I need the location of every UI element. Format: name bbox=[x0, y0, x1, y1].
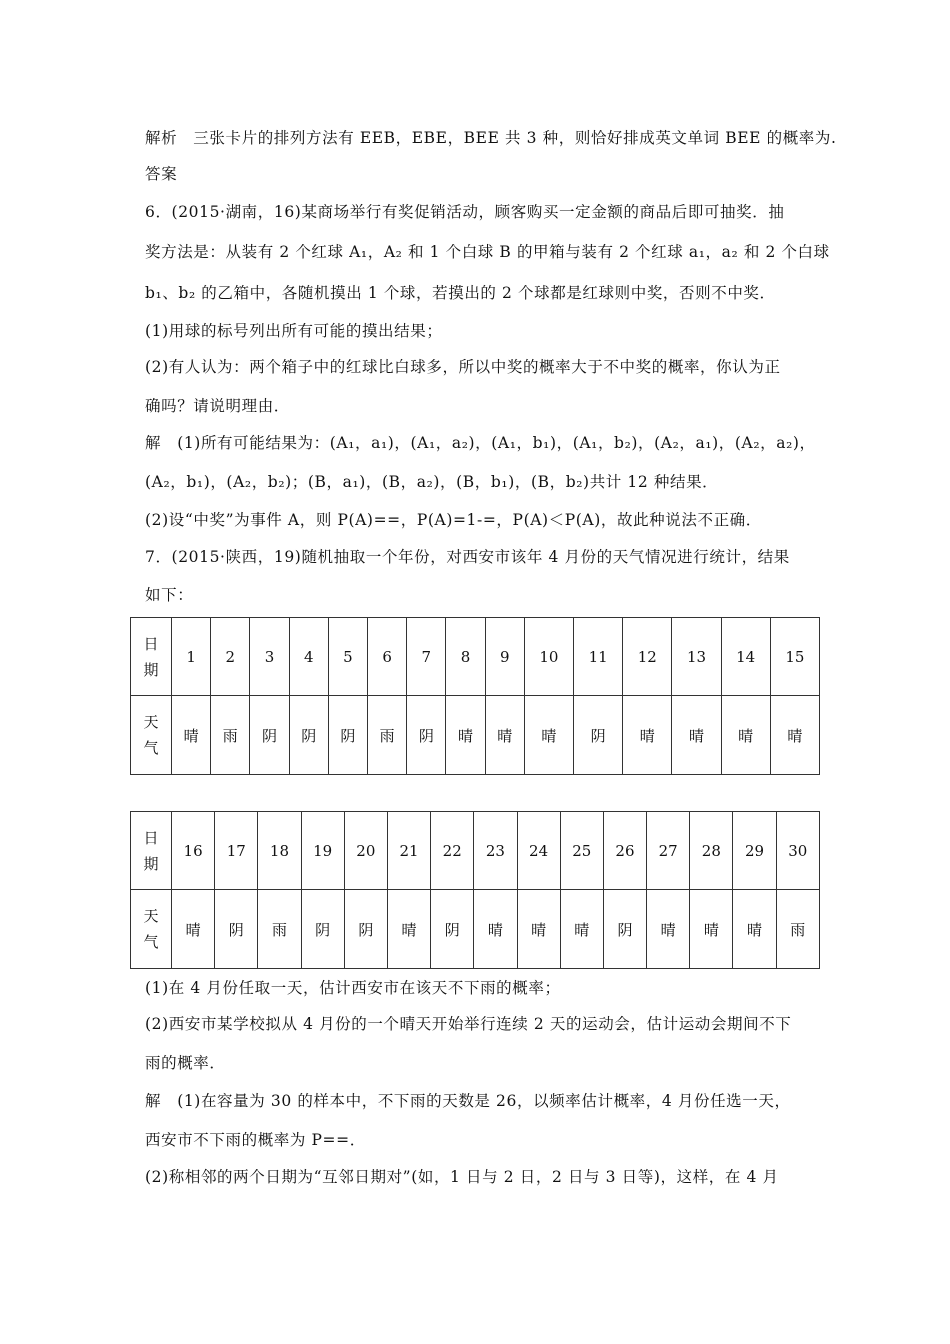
weather-cell: 阴 bbox=[301, 890, 344, 969]
date-cell: 16 bbox=[172, 812, 215, 890]
weather-row bbox=[131, 890, 820, 969]
date-cell: 25 bbox=[560, 812, 603, 890]
date-cell: 14 bbox=[721, 618, 770, 696]
weather-cell: 晴 bbox=[560, 890, 603, 969]
text-line: 雨的概率． bbox=[145, 1054, 226, 1072]
weather-cell: 阴 bbox=[574, 696, 623, 775]
date-cell: 7 bbox=[407, 618, 446, 696]
text-line: (2)称相邻的两个日期为“互邻日期对”(如，1 日与 2 日，2 日与 3 日等)，这样，在 4 月 bbox=[145, 1168, 779, 1186]
date-cell: 13 bbox=[672, 618, 721, 696]
weather-cell: 晴 bbox=[387, 890, 430, 969]
date-cell: 1 bbox=[172, 618, 211, 696]
date-cell: 30 bbox=[776, 812, 819, 890]
text-line: (1)在 4 月份任取一天，估计西安市在该天不下雨的概率； bbox=[145, 979, 561, 997]
text-line: 奖方法是：从装有 2 个红球 A₁，A₂ 和 1 个白球 B 的甲箱与装有 2 个红球 a₁，a₂ 和 2 个白球 bbox=[145, 243, 830, 261]
date-cell: 8 bbox=[446, 618, 485, 696]
text-line: 如下： bbox=[145, 586, 194, 604]
date-cell: 6 bbox=[368, 618, 407, 696]
date-cell: 10 bbox=[524, 618, 573, 696]
text-line: 解 (1)所有可能结果为：(A₁，a₁)，(A₁，a₂)，(A₁，b₁)，(A₁，b₂)，(A₂，a₁)，(A₂，a₂)， bbox=[145, 434, 816, 452]
weather-cell: 雨 bbox=[776, 890, 819, 969]
weather-cell: 晴 bbox=[172, 890, 215, 969]
text-line: 7．(2015·陕西，19)随机抽取一个年份，对西安市该年 4 月份的天气情况进行统计，结果 bbox=[145, 548, 790, 566]
date-row bbox=[131, 812, 820, 890]
weather-cell: 晴 bbox=[721, 696, 770, 775]
weather-cell: 阴 bbox=[603, 890, 646, 969]
date-cell: 2 bbox=[211, 618, 250, 696]
date-cell: 5 bbox=[328, 618, 367, 696]
weather-cell: 晴 bbox=[647, 890, 690, 969]
weather-cell: 晴 bbox=[517, 890, 560, 969]
date-cell: 9 bbox=[485, 618, 524, 696]
weather-cell: 阴 bbox=[250, 696, 289, 775]
text-line: 答案 bbox=[145, 165, 178, 183]
text-line: 解 (1)在容量为 30 的样本中，不下雨的天数是 26，以频率估计概率，4 月份任选一天， bbox=[145, 1092, 791, 1110]
date-cell: 22 bbox=[431, 812, 474, 890]
weather-cell: 晴 bbox=[690, 890, 733, 969]
weather-cell: 晴 bbox=[623, 696, 672, 775]
weather-cell: 晴 bbox=[733, 890, 776, 969]
date-cell: 17 bbox=[215, 812, 258, 890]
weather-cell: 阴 bbox=[215, 890, 258, 969]
date-cell: 21 bbox=[387, 812, 430, 890]
date-cell: 18 bbox=[258, 812, 301, 890]
text-line: (2)有人认为：两个箱子中的红球比白球多，所以中奖的概率大于不中奖的概率，你认为正 bbox=[145, 358, 781, 376]
weather-cell: 晴 bbox=[474, 890, 517, 969]
date-cell: 23 bbox=[474, 812, 517, 890]
weather-cell: 晴 bbox=[485, 696, 524, 775]
date-cell: 27 bbox=[647, 812, 690, 890]
text-line: 解析 三张卡片的排列方法有 EEB，EBE，BEE 共 3 种，则恰好排成英文单词 BEE 的概率为. bbox=[145, 129, 837, 147]
date-cell: 20 bbox=[344, 812, 387, 890]
text-line: 6．(2015·湖南，16)某商场举行有奖促销活动，顾客购买一定金额的商品后即可抽奖．抽 bbox=[145, 203, 785, 221]
date-cell: 4 bbox=[289, 618, 328, 696]
text-line: (A₂，b₁)，(A₂，b₂)；(B，a₁)，(B，a₂)，(B，b₁)，(B，b₂)共计 12 种结果． bbox=[145, 473, 719, 491]
weather-cell: 阴 bbox=[407, 696, 446, 775]
date-row bbox=[131, 618, 820, 696]
weather-header: 天 气 bbox=[131, 696, 172, 775]
weather-cell: 雨 bbox=[368, 696, 407, 775]
text-line: b₁、b₂ 的乙箱中，各随机摸出 1 个球，若摸出的 2 个球都是红球则中奖，否则不中奖． bbox=[145, 284, 776, 302]
weather-row bbox=[131, 696, 820, 775]
date-cell: 26 bbox=[603, 812, 646, 890]
date-header: 日 期 bbox=[131, 618, 172, 696]
date-cell: 3 bbox=[250, 618, 289, 696]
weather-cell: 晴 bbox=[770, 696, 819, 775]
date-cell: 12 bbox=[623, 618, 672, 696]
text-line: (2)西安市某学校拟从 4 月份的一个晴天开始举行连续 2 天的运动会，估计运动会期间不下 bbox=[145, 1015, 792, 1033]
date-cell: 29 bbox=[733, 812, 776, 890]
weather-cell: 阴 bbox=[431, 890, 474, 969]
weather-cell: 晴 bbox=[446, 696, 485, 775]
text-line: (1)用球的标号列出所有可能的摸出结果； bbox=[145, 322, 443, 340]
date-cell: 19 bbox=[301, 812, 344, 890]
weather-cell: 阴 bbox=[328, 696, 367, 775]
weather-header: 天 气 bbox=[131, 890, 172, 969]
weather-cell: 阴 bbox=[289, 696, 328, 775]
date-cell: 11 bbox=[574, 618, 623, 696]
weather-cell: 雨 bbox=[211, 696, 250, 775]
text-line: 确吗？请说明理由． bbox=[145, 397, 290, 415]
text-line: 西安市不下雨的概率为 P==． bbox=[145, 1131, 366, 1149]
weather-cell: 晴 bbox=[672, 696, 721, 775]
date-header: 日 期 bbox=[131, 812, 172, 890]
text-line: (2)设“中奖”为事件 A，则 P(A)==，P(A)=1-=，P(A)＜P(A)，故此种说法不正确． bbox=[145, 511, 762, 529]
weather-cell: 晴 bbox=[172, 696, 211, 775]
date-cell: 28 bbox=[690, 812, 733, 890]
weather-table-1 bbox=[130, 617, 820, 775]
date-cell: 24 bbox=[517, 812, 560, 890]
weather-table-2 bbox=[130, 811, 820, 969]
date-cell: 15 bbox=[770, 618, 819, 696]
weather-cell: 晴 bbox=[524, 696, 573, 775]
weather-cell: 雨 bbox=[258, 890, 301, 969]
weather-cell: 阴 bbox=[344, 890, 387, 969]
